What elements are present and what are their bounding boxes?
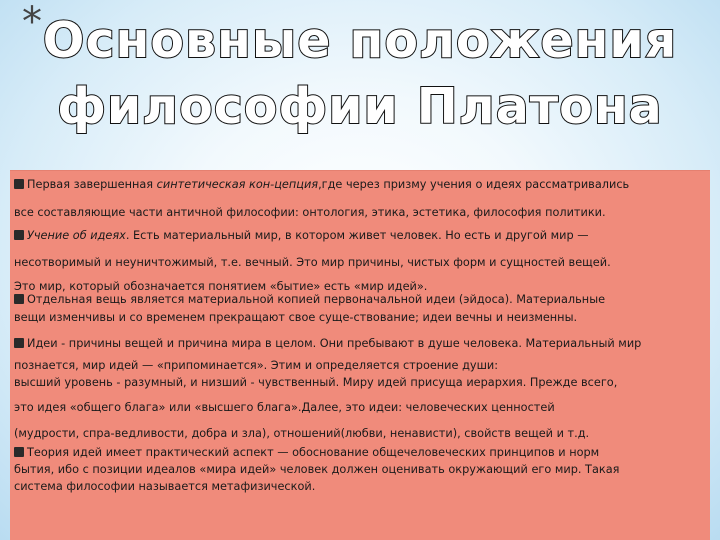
- text-line: вещи изменчивы и со временем прекращают свое суще-ствование; идеи вечны и неизменны.: [14, 311, 578, 324]
- square-bullet-icon: [14, 294, 24, 304]
- square-bullet-icon: [14, 338, 24, 348]
- square-bullet-icon: [14, 179, 24, 189]
- text-line: Идеи - причины вещей и причина мира в целом. Они пребывают в душе человека. Материальный мир: [14, 334, 704, 353]
- text-line: высший уровень - разумный, и низший - чувственный. Миру идей присуща иерархия. Прежде всего,: [14, 376, 618, 389]
- square-bullet-icon: [14, 447, 24, 457]
- paragraph-5: [14, 444, 704, 495]
- text-line: Отдельная вещь является материальной копией первоначальной идеи (эйдоса). Материальные: [14, 291, 704, 309]
- text-line: система философии называется метафизической.: [14, 480, 316, 493]
- text-line: Теория идей имеет практический аспект — обоснование общечеловеческих принципов и норм: [14, 444, 704, 461]
- text-line: Первая завершенная синтетическая кон-цепция,где через призму учения о идеях рассматривались: [14, 175, 704, 194]
- emphasis: Учение об идеях: [27, 229, 126, 242]
- asterisk-decoration: *: [22, 0, 42, 45]
- paragraph-1: [14, 175, 704, 222]
- title-line-1: Основные положения: [42, 12, 678, 69]
- title-line-2: философии Платона: [57, 78, 663, 135]
- paragraph-3: [14, 291, 704, 327]
- content-panel: [10, 170, 710, 540]
- text-line: это идея «общего блага» или «высшего блага».Далее, это идеи: человеческих ценностей: [14, 401, 555, 414]
- square-bullet-icon: [14, 230, 24, 240]
- text-line: все составляющие части античной философии: онтология, этика, эстетика, философия политики.: [14, 206, 606, 219]
- slide-title: [20, 8, 700, 140]
- text-line: (мудрости, спра-ведливости, добра и зла), отношений(любви, ненависти), свойств вещей и т.д.: [14, 427, 590, 440]
- text-line: бытия, ибо с позиции идеалов «мира идей» человек должен оценивать окружающий его мир. Такая: [14, 463, 620, 476]
- emphasis: синтетическая кон-цепция: [156, 178, 319, 191]
- paragraph-4: [14, 334, 704, 443]
- text-line: несотворимый и неуничтожимый, т.е. вечный. Это мир причины, чистых форм и сущностей вещей.: [14, 256, 611, 269]
- text-line: Учение об идеях. Есть материальный мир, в котором живет человек. Но есть и другой мир —: [14, 226, 704, 245]
- text-line: познается, мир идей — «припоминается». Этим и определяется строение души:: [14, 359, 499, 372]
- text-line: Это мир, который обозначается понятием «бытие» есть «мир идей».: [14, 280, 428, 293]
- paragraph-2: [14, 226, 704, 296]
